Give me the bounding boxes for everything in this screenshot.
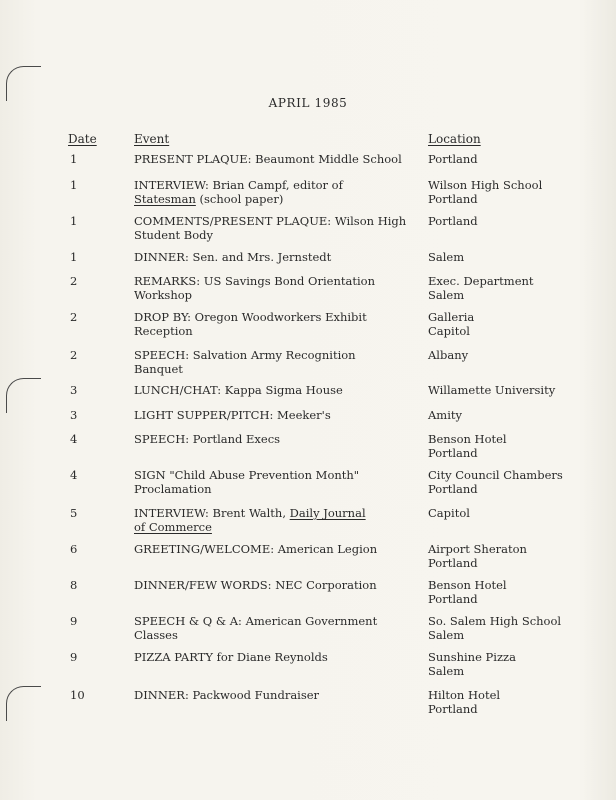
location-line: Hilton Hotel [428,688,501,702]
event-line: REMARKS: US Savings Bond Orientation [134,274,375,288]
location-line: Salem [428,288,465,302]
event-line: LUNCH/CHAT: Kappa Sigma House [134,383,343,397]
event-line: Student Body [134,228,213,242]
row-date: 1 [70,250,78,264]
row-date: 5 [70,506,78,520]
row-event [134,688,414,702]
event-line: DROP BY: Oregon Woodworkers Exhibit [134,310,367,324]
row-event [134,310,414,338]
location-line: Capitol [428,506,470,520]
row-date: 1 [70,178,78,192]
row-date: 2 [70,274,78,288]
event-line: SIGN "Child Abuse Prevention Month" [134,468,360,482]
punch-hole-mark [6,686,41,721]
event-line: Workshop [134,288,193,302]
location-line: Portland [428,446,478,460]
row-event [134,152,414,166]
publication-name: of Commerce [134,520,212,534]
event-line: INTERVIEW: Brent Walth, Daily Journal [134,506,366,520]
row-date: 6 [70,542,78,556]
row-date: 1 [70,214,78,228]
column-header-date: Date [68,132,97,146]
location-line: Portland [428,556,478,570]
row-location [428,468,608,496]
row-location [428,578,608,606]
event-line: Banquet [134,362,183,376]
location-line: City Council Chambers [428,468,563,482]
page-title: APRIL 1985 [268,96,348,110]
location-line: Albany [428,348,469,362]
event-line: GREETING/WELCOME: American Legion [134,542,378,556]
column-header-event: Event [134,132,170,146]
row-location [428,250,608,264]
event-line: SPEECH & Q & A: American Government [134,614,378,628]
row-location [428,348,608,362]
event-line: INTERVIEW: Brian Campf, editor of [134,178,343,192]
row-location [428,214,608,228]
row-location [428,310,608,338]
row-location [428,506,608,520]
location-line: Benson Hotel [428,432,507,446]
row-date: 10 [70,688,85,702]
event-line: DINNER: Packwood Fundraiser [134,688,320,702]
row-location [428,408,608,422]
location-line: So. Salem High School [428,614,562,628]
row-event [134,250,414,264]
row-location [428,614,608,642]
location-line: Wilson High School [428,178,543,192]
event-line: DINNER: Sen. and Mrs. Jernstedt [134,250,332,264]
location-line: Airport Sheraton [428,542,527,556]
location-line: Portland [428,702,478,716]
row-date: 9 [70,614,78,628]
event-line [134,520,414,534]
row-event [134,432,414,446]
row-event [134,468,414,496]
location-line: Exec. Department [428,274,534,288]
row-date: 4 [70,432,78,446]
event-line: DINNER/FEW WORDS: NEC Corporation [134,578,377,592]
event-line: Reception [134,324,193,338]
publication-name: Daily Journal [289,506,366,520]
row-location [428,274,608,302]
row-date: 8 [70,578,78,592]
row-date: 3 [70,408,78,422]
location-line: Capitol [428,324,470,338]
event-line: COMMENTS/PRESENT PLAQUE: Wilson High [134,214,407,228]
row-location [428,432,608,460]
event-line: SPEECH: Portland Execs [134,432,281,446]
row-location [428,152,608,166]
row-event [134,408,414,422]
row-event [134,542,414,556]
event-line: PIZZA PARTY for Diane Reynolds [134,650,328,664]
row-date: 2 [70,348,78,362]
location-line: Portland [428,192,478,206]
row-date: 4 [70,468,78,482]
location-line: Salem [428,628,465,642]
event-line: SPEECH: Salvation Army Recognition [134,348,356,362]
row-event [134,614,414,642]
row-event [134,274,414,302]
event-line: PRESENT PLAQUE: Beaumont Middle School [134,152,402,166]
location-line: Portland [428,214,478,228]
punch-hole-mark [6,378,41,413]
event-line: Proclamation [134,482,212,496]
row-event [134,578,414,592]
row-event [134,348,414,376]
row-date: 3 [70,383,78,397]
row-date: 9 [70,650,78,664]
location-line: Portland [428,482,478,496]
row-location [428,688,608,716]
row-date: 1 [70,152,78,166]
location-line: Sunshine Pizza [428,650,516,664]
row-event [134,383,414,397]
row-location [428,383,608,397]
location-line: Portland [428,152,478,166]
row-event [134,214,414,242]
event-line: LIGHT SUPPER/PITCH: Meeker's [134,408,331,422]
row-event [134,178,414,206]
location-line: Salem [428,664,465,678]
event-line: Statesman (school paper) [134,192,284,206]
event-line: Classes [134,628,178,642]
location-line: Amity [428,408,463,422]
location-line: Willamette University [428,383,556,397]
row-location [428,542,608,570]
location-line: Galleria [428,310,475,324]
row-event [134,650,414,664]
row-location [428,178,608,206]
publication-name: Statesman [134,192,196,206]
location-line: Salem [428,250,465,264]
row-event [134,506,414,534]
location-line: Portland [428,592,478,606]
row-location [428,650,608,678]
location-line: Benson Hotel [428,578,507,592]
row-date: 2 [70,310,78,324]
column-header-location: Location [428,132,481,146]
